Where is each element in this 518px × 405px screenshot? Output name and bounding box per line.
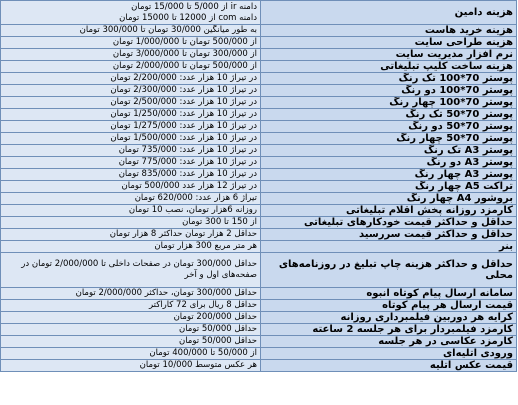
row-item: بنر [261, 241, 517, 253]
row-item: پوستر 70*50 تک رنگ [261, 109, 517, 121]
row-price: از 300/000 تومان تا 3/000/000 تومان [1, 49, 261, 61]
row-price: حداقل 50/000 تومان [1, 336, 261, 348]
row-item: نرم افزار مدیریت سایت [261, 49, 517, 61]
row-price: در تیراژ 10 هزار عدد: 735/000 تومان [1, 145, 261, 157]
table-row [1, 25, 517, 37]
row-item: بروشور A4 چهار رنگ [261, 193, 517, 205]
table-row [1, 193, 517, 205]
row-item: قیمت ارسال هر پیام کوتاه [261, 300, 517, 312]
row-item: هزینه طراحی سایت [261, 37, 517, 49]
row-item: کارمزد عکاسی در هر جلسه [261, 336, 517, 348]
row-item: هزینه دامین [261, 1, 517, 25]
table-row [1, 217, 517, 229]
table-row [1, 360, 517, 372]
row-price: در تیراژ 10 هزار عدد: 1/250/000 تومان [1, 109, 261, 121]
row-item: پوستر 70*50 دو رنگ [261, 121, 517, 133]
table-row [1, 133, 517, 145]
row-item: حداقل و حداکثر قیمت سررسید [261, 229, 517, 241]
row-price: حداقل 300/000 تومان، حداکثر 2/000/000 تومان [1, 288, 261, 300]
table-row [1, 85, 517, 97]
table-row [1, 348, 517, 360]
table-row [1, 157, 517, 169]
row-item: کارمزد فیلمبردار برای هر جلسه 2 ساعته [261, 324, 517, 336]
row-price: حداقل 200/000 تومان [1, 312, 261, 324]
row-price [1, 1, 261, 25]
table-row [1, 121, 517, 133]
row-item: پوستر A3 تک رنگ [261, 145, 517, 157]
row-price: از 150 تا 300 تومان [1, 217, 261, 229]
row-item: پوستر 70*50 چهار رنگ [261, 133, 517, 145]
row-price: در تیراژ 10 هزار عدد: 2/300/000 تومان [1, 85, 261, 97]
row-item: کرایه هر دوربین فیلمبرداری روزانه [261, 312, 517, 324]
row-price: در تیراژ 10 هزار عدد: 2/200/000 تومان [1, 73, 261, 85]
row-price: از 50/000 تا 400/000 تومان [1, 348, 261, 360]
row-item: حداقل و حداکثر قیمت خودکارهای تبلیغاتی [261, 217, 517, 229]
row-item: تراکت A5 چهار رنگ [261, 181, 517, 193]
row-item: هزینه ساخت کلیپ تبلیغاتی [261, 61, 517, 73]
table-row [1, 97, 517, 109]
row-price: حداقل 2 هزار تومان حداکثر 8 هزار تومان [1, 229, 261, 241]
row-item: سامانه ارسال پیام کوتاه انبوه [261, 288, 517, 300]
table-row [1, 49, 517, 61]
row-price: از 500/000 تومان تا 1/000/000 تومان [1, 37, 261, 49]
row-item: ورودی آتلیه‌ای [261, 348, 517, 360]
table-row [1, 324, 517, 336]
row-price: در تیراژ 10 هزار عدد: 1/275/000 تومان [1, 121, 261, 133]
row-item: هزینه خرید هاست [261, 25, 517, 37]
row-item: پوستر 70*100 تک رنگ [261, 73, 517, 85]
table-row [1, 37, 517, 49]
table-row [1, 300, 517, 312]
table-row [1, 169, 517, 181]
table-row [1, 241, 517, 253]
table-row [1, 73, 517, 85]
table-row [1, 109, 517, 121]
table-row [1, 61, 517, 73]
row-price: روزانه 6هزار تومان، نصب 10 تومان [1, 205, 261, 217]
row-item: پوستر A3 دو رنگ [261, 157, 517, 169]
row-price: حداقل 300/000 تومان در صفحات داخلی تا 2/000/000 تومان در صفحه‌های اول و آخر [1, 253, 261, 288]
row-price: حداقل 8 ریال برای 72 کاراکتر [1, 300, 261, 312]
row-price: در تیراژ 10 هزار عدد: 835/000 تومان [1, 169, 261, 181]
row-price: به طور میانگین 30/000 تومان تا 300/000 تومان [1, 25, 261, 37]
row-item: پوستر 70*100 چهار رنگ [261, 97, 517, 109]
row-price: از 500/000 تومان تا 2/000/000 تومان [1, 61, 261, 73]
table-row [1, 229, 517, 241]
row-price: در تیراژ 12 هزار عدد 500/000 تومان [1, 181, 261, 193]
table-row [1, 253, 517, 288]
row-price: حداقل 50/000 تومان [1, 324, 261, 336]
table-row [1, 288, 517, 300]
table-row [1, 336, 517, 348]
row-item: حداقل و حداکثر هزینه چاپ تبلیغ در روزنامه‌های محلی [261, 253, 517, 288]
table-row [1, 312, 517, 324]
row-price: در تیراژ 10 هزار عدد: 775/000 تومان [1, 157, 261, 169]
table-row [1, 145, 517, 157]
row-item: کارمزد روزانه پخش اقلام تبلیغاتی [261, 205, 517, 217]
row-price: هر متر مربع 300 هزار تومان [1, 241, 261, 253]
row-item: پوستر A3 چهار رنگ [261, 169, 517, 181]
table-row [1, 181, 517, 193]
row-price: در تیراژ 10 هزار عدد: 2/500/000 تومان [1, 97, 261, 109]
row-price: در تیراژ 10 هزار عدد: 1/500/000 تومان [1, 133, 261, 145]
row-price: هر عکس متوسط 10/000 تومان [1, 360, 261, 372]
row-item: قیمت عکس آتلیه [261, 360, 517, 372]
table-row [1, 1, 517, 25]
table-row [1, 205, 517, 217]
row-price: تیراژ 6 هزار عدد: 620/000 تومان [1, 193, 261, 205]
price-line: دامنه ir از 5/000 تا 15/000 تومان دامنه com از 12000 تا 15000 تومان [119, 1, 257, 23]
row-item: پوستر 70*100 دو رنگ [261, 85, 517, 97]
